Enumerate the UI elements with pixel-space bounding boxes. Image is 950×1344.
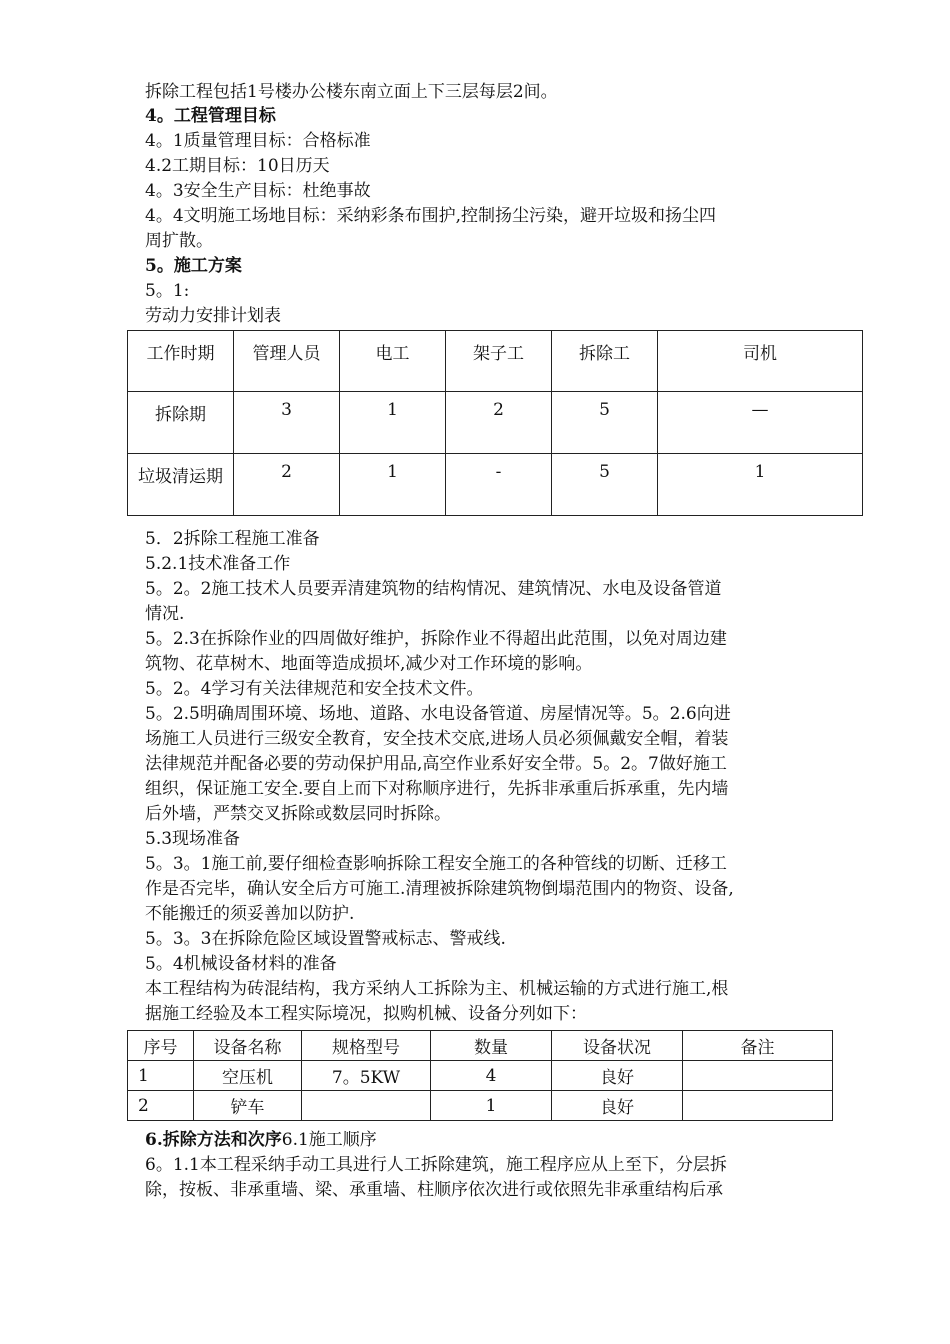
table-header-cell: 拆除工 (552, 331, 658, 392)
paragraph-line: 6。1.1本工程采纳手动工具进行人工拆除建筑，施工程序应从上至下，分层拆 (145, 1155, 727, 1175)
table-header-cell: 司机 (658, 331, 863, 392)
paragraph-line: 筑物、花草树木、地面等造成损坏,减少对工作环境的影响。 (145, 654, 593, 674)
table-cell: 良好 (552, 1091, 683, 1121)
table-cell (683, 1091, 833, 1121)
table-header-cell: 数量 (431, 1031, 552, 1061)
paragraph-line: 5。3。3在拆除危险区域设置警戒标志、警戒线. (145, 929, 506, 949)
table-cell (683, 1061, 833, 1091)
paragraph-line: 除，按板、非承重墙、梁、承重墙、柱顺序依次进行或依照先非承重结构后承 (145, 1180, 723, 1200)
labor-table-title: 劳动力安排计划表 (145, 306, 281, 326)
section-5-3-heading: 5.3现场准备 (145, 829, 241, 849)
table-cell: 2 (234, 454, 340, 516)
table-header-cell: 工作时期 (128, 331, 234, 392)
section-5-2-heading: 5．2拆除工程施工准备 (145, 529, 320, 549)
section-5-1-label: 5。1: (145, 281, 190, 301)
table-cell: 良好 (552, 1061, 683, 1091)
section-6-heading-line (145, 1128, 377, 1153)
section-5-2-1: 5.2.1技术准备工作 (145, 554, 291, 574)
table-cell: 拆除期 (128, 392, 234, 454)
table-cell: 5 (552, 454, 658, 516)
table-cell: 1 (128, 1061, 194, 1091)
table-row (128, 392, 863, 454)
table-header-cell: 电工 (340, 331, 446, 392)
table-header-cell: 规格型号 (302, 1031, 431, 1061)
table-header-row (128, 331, 863, 392)
goal-safety: 4。3安全生产目标：杜绝事故 (145, 181, 371, 201)
paragraph-line: 5。2。2施工技术人员要弄清建筑物的结构情况、建筑情况、水电及设备管道 (145, 579, 722, 599)
table-cell: 2 (446, 392, 552, 454)
goal-civilized-site-line2: 周扩散。 (145, 231, 213, 251)
table-header-cell: 设备状况 (552, 1031, 683, 1061)
table-cell: 铲车 (194, 1091, 302, 1121)
table-header-cell: 序号 (128, 1031, 194, 1061)
table-cell: - (446, 454, 552, 516)
table-header-cell: 架子工 (446, 331, 552, 392)
table-cell: 垃圾清运期 (128, 454, 234, 516)
table-header-cell: 管理人员 (234, 331, 340, 392)
section-4-heading: 4。工程管理目标 (145, 106, 276, 126)
table-cell: 7。5KW (302, 1061, 431, 1091)
table-cell: 3 (234, 392, 340, 454)
goal-schedule: 4.2工期目标：10日历天 (145, 156, 330, 176)
table-row (128, 1061, 833, 1091)
table-cell: 空压机 (194, 1061, 302, 1091)
table-header-row (128, 1031, 833, 1061)
table-cell: 2 (128, 1091, 194, 1121)
goal-civilized-site-line1: 4。4文明施工场地目标：采纳彩条布围护,控制扬尘污染，避开垃圾和扬尘四 (145, 206, 717, 226)
table-cell (302, 1091, 431, 1121)
paragraph-line: 5。2。4学习有关法律规范和安全技术文件。 (145, 679, 484, 699)
table-cell: 1 (340, 454, 446, 516)
paragraph-line: 作是否完毕，确认安全后方可施工.清理被拆除建筑物倒塌范围内的物资、设备, (145, 879, 734, 899)
paragraph-line: 后外墙，严禁交叉拆除或数层同时拆除。 (145, 804, 451, 824)
table-cell: — (658, 392, 863, 454)
table-row (128, 1091, 833, 1121)
paragraph-line: 据施工经验及本工程实际境况，拟购机械、设备分列如下： (145, 1004, 587, 1024)
goal-quality: 4。1质量管理目标：合格标准 (145, 131, 371, 151)
section-5-4-heading: 5。4机械设备材料的准备 (145, 954, 337, 974)
table-cell: 1 (431, 1091, 552, 1121)
paragraph-line: 场施工人员进行三级安全教育，安全技术交底,进场人员必须佩戴安全帽，着装 (145, 729, 729, 749)
table-cell: 1 (340, 392, 446, 454)
table-cell: 5 (552, 392, 658, 454)
paragraph-line: 组织，保证施工安全.要自上而下对称顺序进行，先拆非承重后拆承重，先内墙 (145, 779, 729, 799)
table-row (128, 454, 863, 516)
section-6-1-heading: 6.1施工顺序 (281, 1130, 377, 1150)
table-header-cell: 备注 (683, 1031, 833, 1061)
paragraph-line: 5。3。1施工前,要仔细检查影响拆除工程安全施工的各种管线的切断、迁移工 (145, 854, 727, 874)
table-cell: 1 (658, 454, 863, 516)
section-6-heading: 6.拆除方法和次序 (145, 1130, 282, 1150)
labor-plan-table (127, 330, 863, 516)
paragraph-line: 法律规范并配备必要的劳动保护用品,高空作业系好安全带。5。2。7做好施工 (145, 754, 727, 774)
paragraph-line: 5。2.3在拆除作业的四周做好维护，拆除作业不得超出此范围，以免对周边建 (145, 629, 727, 649)
paragraph-line: 5。2.5明确周围环境、场地、道路、水电设备管道、房屋情况等。5。2.6向进 (145, 704, 731, 724)
paragraph-line: 情况. (145, 604, 185, 624)
table-header-cell: 设备名称 (194, 1031, 302, 1061)
paragraph-line: 不能搬迁的须妥善加以防护. (145, 904, 355, 924)
paragraph-line: 本工程结构为砖混结构，我方采纳人工拆除为主、机械运输的方式进行施工,根 (145, 979, 729, 999)
section-5-heading: 5。施工方案 (145, 256, 242, 276)
table-cell: 4 (431, 1061, 552, 1091)
equipment-table (127, 1030, 833, 1121)
intro-scope-text: 拆除工程包括1号楼办公楼东南立面上下三层每层2间。 (145, 82, 558, 102)
